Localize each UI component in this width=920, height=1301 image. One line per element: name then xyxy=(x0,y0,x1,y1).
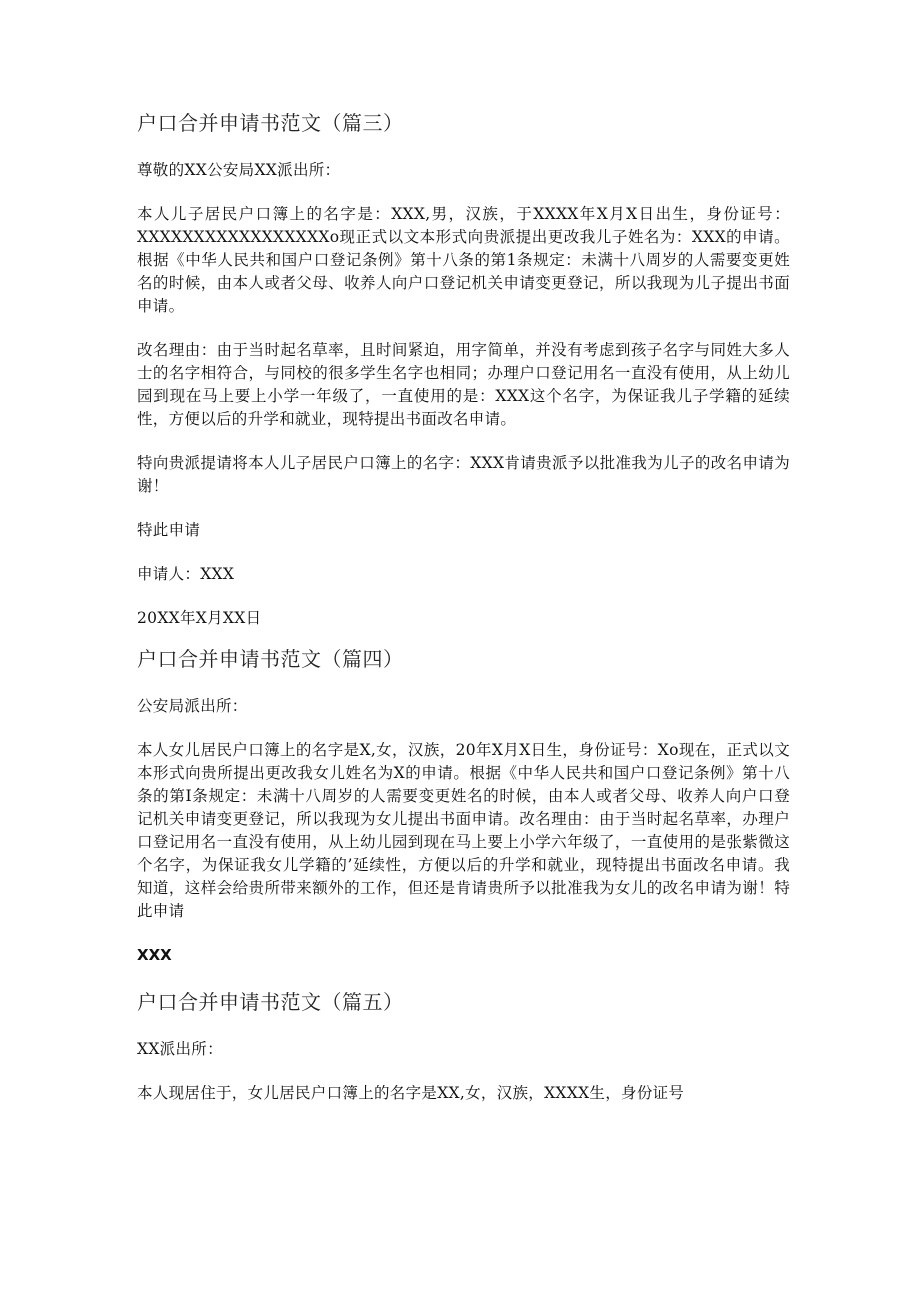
section3-request: 特向贵派提请将本人儿子居民户口簿上的名字：XXX肯请贵派予以批准我为儿子的改名申请为谢！ xyxy=(137,454,790,495)
section3-title: 户口合并申请书范文（篇三） xyxy=(137,111,404,135)
section3-applicant: 申请人：XXX xyxy=(137,565,235,583)
section3-body: 本人儿子居民户口簿上的名字是：XXX,男，汉族，于XXXX年X月X日出生，身份证号：XXXXXXXXXXXXXXXXXo现正式以文本形式向贵派提出更改我儿子姓名为：XXX的申请。根据《中华人民共和国户口登记条例》第十八条的第1条规定：未满十八周岁的人需要变更姓名的时候，由本人或者父母、收养人向户口登记机关申请变更登记，所以我现为儿子提出书面申请。 xyxy=(137,205,790,315)
section4-salutation: 公安局派出所： xyxy=(137,697,248,715)
section5-body: 本人现居住于，女儿居民户口簿上的名字是XX,女，汉族，XXXX生，身份证号 xyxy=(137,1084,685,1102)
section4-body: 本人女儿居民户口簿上的名字是X,女，汉族，20年X月X日生，身份证号：Xo现在，正式以文本形式向贵所提出更改我女儿姓名为X的申请。根据《中华人民共和国户口登记条例》第十八条的第I条规定：未满十八周岁的人需要变更姓名的时候，由本人或者父母、收养人向户口登记机关申请变更登记，所以我现为女儿提出书面申请。改名理由：由于当时起名草率，办理户口登记用名一直没有使用，从上幼儿园到现在马上要上小学六年级了，一直使用的是张紫微这个名字，为保证我女儿学籍的’延续性，方便以后的升学和就业，现特提出书面改名申请。我知道，这样会给贵所带来额外的工作，但还是肯请贵所予以批准我为女儿的改名申请为谢！特此申请 xyxy=(137,741,790,920)
section4-title: 户口合并申请书范文（篇四） xyxy=(137,647,404,671)
section3-closing: 特此申请 xyxy=(137,521,201,539)
section5-title: 户口合并申请书范文（篇五） xyxy=(137,990,404,1014)
section5-salutation: XX派出所： xyxy=(137,1040,223,1058)
section4-signature: XXX xyxy=(137,946,172,964)
section3-date: 20XX年X月XX日 xyxy=(137,609,262,627)
section3-reason: 改名理由：由于当时起名草率，且时间紧迫，用字简单，并没有考虑到孩子名字与同姓大多人士的名字相符合，与同校的很多学生名字也相同；办理户口登记用名一直没有使用，从上幼儿园到现在马上要上小学一年级了，一直使用的是：XXX这个名字，为保证我儿子学籍的延续性，方便以后的升学和就业，现特提出书面改名申请。 xyxy=(137,341,790,428)
section3-salutation: 尊敬的XX公安局XX派出所： xyxy=(137,161,341,179)
